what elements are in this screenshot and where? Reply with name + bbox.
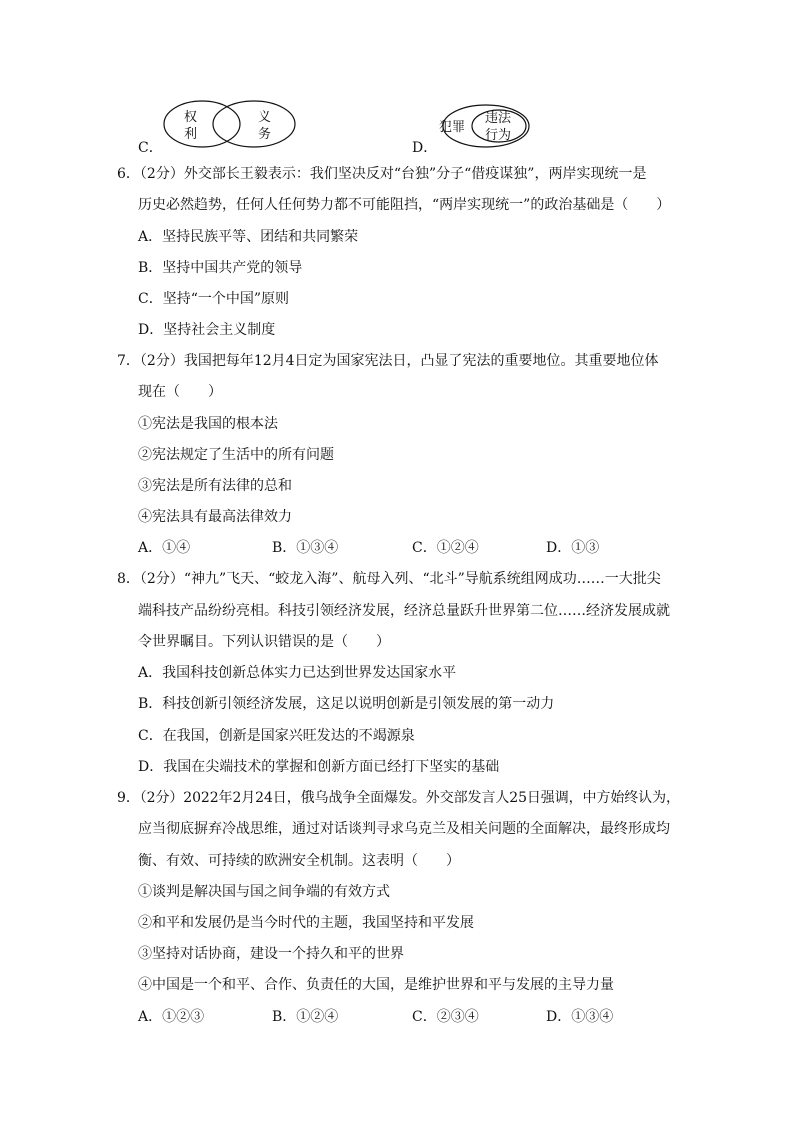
q9-statement-2: ②和平和发展仍是当今时代的主题，我国坚持和平发展 xyxy=(138,915,474,931)
q6-option-a: A．坚持民族平等、团结和共同繁荣 xyxy=(138,229,359,245)
q8-option-d: D．我国在尖端技术的掌握和创新方面已经打下坚实的基础 xyxy=(138,759,500,775)
q7-statement-4: ④宪法具有最高法律效力 xyxy=(138,509,292,525)
q7-choice-b: B．①③④ xyxy=(272,540,339,556)
venn-left-top: 权 xyxy=(184,110,198,125)
q7-choice-c: C．①②④ xyxy=(412,540,479,556)
q7-stem-line2: 现在（ ） xyxy=(138,384,222,400)
q7-statement-2: ②宪法规定了生活中的所有问题 xyxy=(138,447,334,463)
q6-option-c: C．坚持“一个中国”原则 xyxy=(138,291,290,307)
nested-diagram-crime-illegal xyxy=(436,102,532,150)
q9-stem-line1: 9．（2分）2022年2月24日，俄乌战争全面爆发。外交部发言人25日强调，中方始终认为， xyxy=(117,790,680,806)
q9-statement-3: ③坚持对话协商，建设一个持久和平的世界 xyxy=(138,946,404,962)
venn-left-bottom: 利 xyxy=(184,127,198,142)
q6-option-b: B．坚持中国共产党的领导 xyxy=(138,260,303,276)
q8-option-b: B．科技创新引领经济发展，这足以说明创新是引领发展的第一动力 xyxy=(138,696,555,712)
q9-stem-line2: 应当彻底摒弃冷战思维，通过对话谈判寻求乌克兰及相关问题的全面解决，最终形成均 xyxy=(138,821,670,837)
option-d-label: D． xyxy=(412,140,438,156)
q6-option-d: D．坚持社会主义制度 xyxy=(138,322,276,338)
inner-label-top: 违法 xyxy=(485,111,512,126)
venn-right-top: 义 xyxy=(258,110,272,125)
q7-statement-1: ①宪法是我国的根本法 xyxy=(138,416,278,432)
q7-choice-a: A．①④ xyxy=(138,540,191,556)
q9-choice-a: A．①②③ xyxy=(138,1009,205,1025)
outer-label-crime: 犯罪 xyxy=(439,120,466,135)
q7-statement-3: ③宪法是所有法律的总和 xyxy=(138,478,292,494)
q7-choice-d: D．①③ xyxy=(546,540,600,556)
q9-choice-b: B．①②④ xyxy=(272,1009,339,1025)
q6-stem-line2: 历史必然趋势，任何人任何势力都不可能阻挡，“两岸实现统一”的政治基础是（ ） xyxy=(138,197,671,213)
q9-choice-d: D．①③④ xyxy=(546,1009,614,1025)
q8-stem-line2: 端科技产品纷纷亮相。科技引领经济发展，经济总量跃升世界第二位……经济发展成就 xyxy=(138,603,670,619)
option-c-label: C． xyxy=(138,140,163,156)
inner-label-bottom: 行为 xyxy=(485,128,512,143)
venn-diagram-rights-duties xyxy=(162,99,302,155)
q9-statement-1: ①谈判是解决国与国之间争端的有效方式 xyxy=(138,884,390,900)
q9-statement-4: ④中国是一个和平、合作、负责任的大国，是维护世界和平与发展的主导力量 xyxy=(138,977,614,993)
q8-stem-line3: 令世界瞩目。下列认识错误的是（ ） xyxy=(138,634,390,650)
q8-stem-line1: 8．（2分）“神九”飞天、“蛟龙入海”、航母入列、“北斗”导航系统组网成功……一大批尖 xyxy=(117,571,661,587)
q6-stem-line1: 6．（2分）外交部长王毅表示：我们坚决反对“台独”分子“借疫谋独”，两岸实现统一是 xyxy=(117,166,647,182)
q9-stem-line3: 衡、有效、可持续的欧洲安全机制。这表明（ ） xyxy=(138,853,460,869)
q7-stem-line1: 7．（2分）我国把每年12月4日定为国家宪法日，凸显了宪法的重要地位。其重要地位体 xyxy=(117,353,659,369)
q9-choice-c: C．②③④ xyxy=(412,1009,479,1025)
venn-right-bottom: 务 xyxy=(258,127,272,142)
q8-option-c: C．在我国，创新是国家兴旺发达的不竭源泉 xyxy=(138,728,415,744)
q8-option-a: A．我国科技创新总体实力已达到世界发达国家水平 xyxy=(138,665,457,681)
